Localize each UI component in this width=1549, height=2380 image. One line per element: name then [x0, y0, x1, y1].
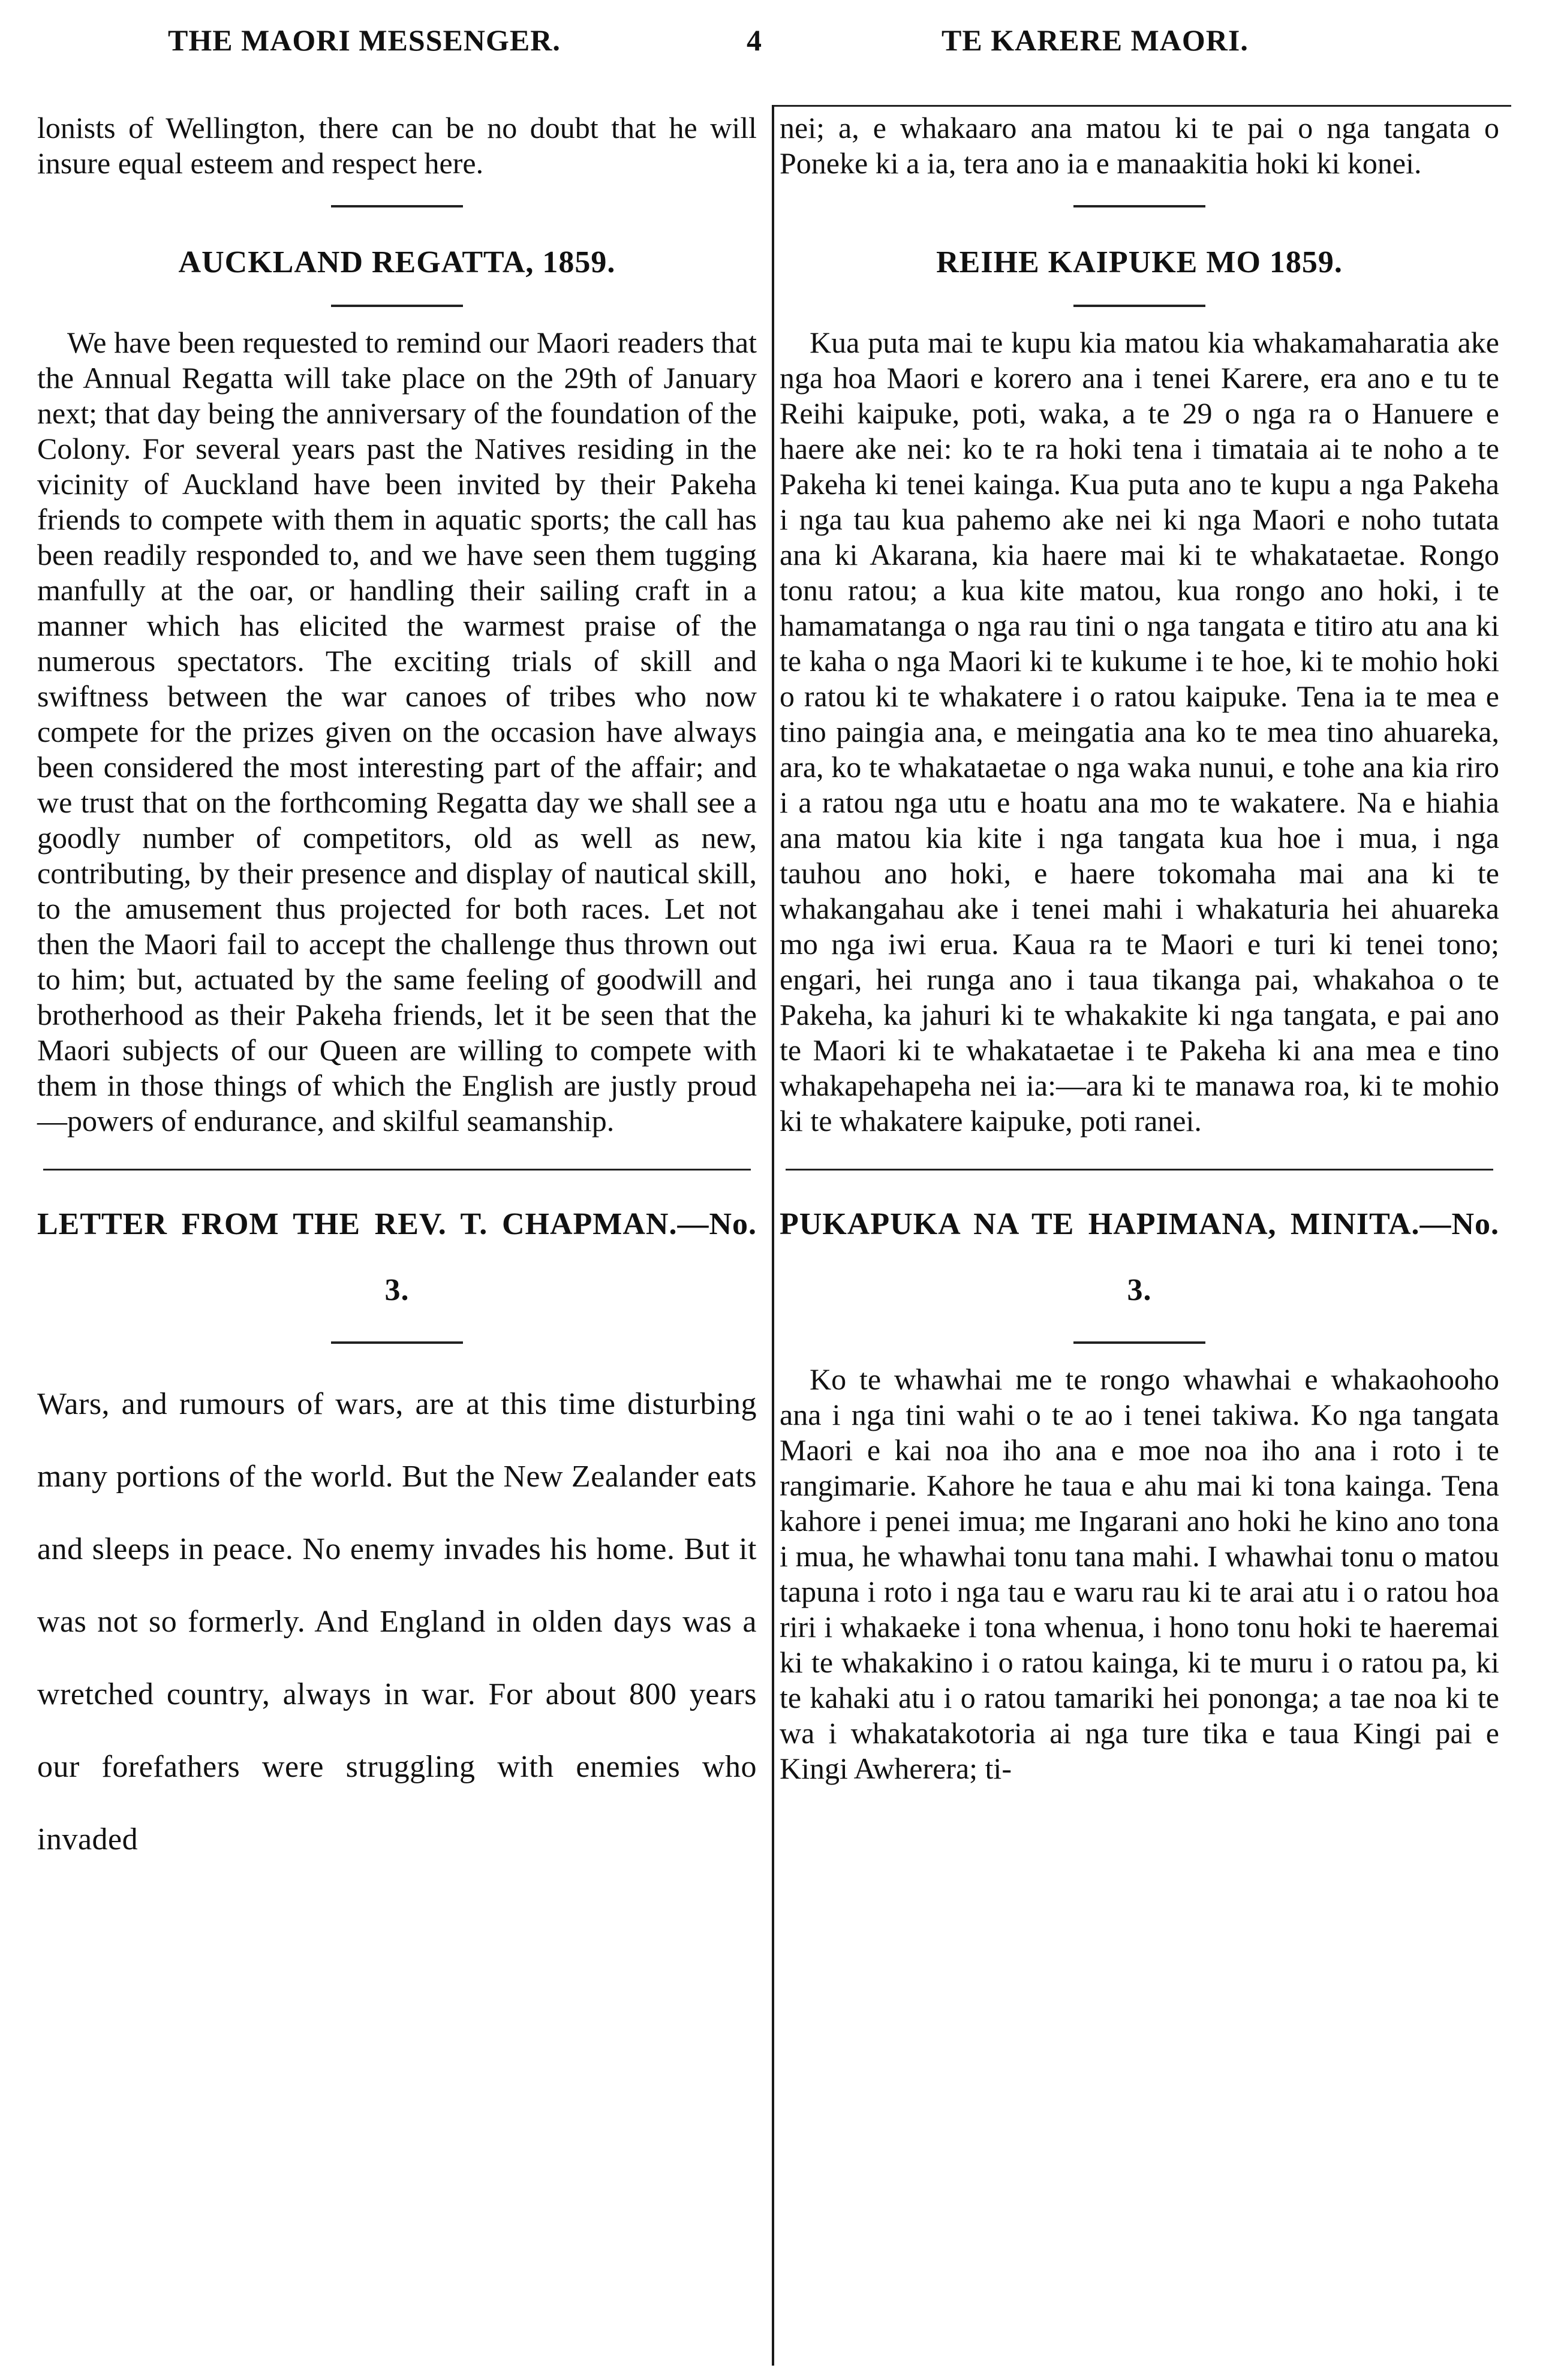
header-rule [774, 105, 1511, 107]
section-divider [1073, 205, 1205, 207]
letter-article-title: PUKAPUKA NA TE HAPIMANA, MINITA.—No. 3. [780, 1207, 1499, 1307]
header-maori-title: TE KARERE MAORI. [942, 23, 1249, 57]
maori-column [780, 108, 1499, 1786]
title-underline [331, 305, 463, 307]
regatta-article-title: REIHE KAIPUKE MO 1859. [936, 245, 1343, 279]
regatta-article-body: We have been requested to remind our Maori readers that the Annual Regatta will take place on the 29th of January next; that day being the anniversary of the foundation of the Colony. For several years past the Natives residing in the vicinity of Auckland have been invited by their Pakeha friends to compete with them in aquatic sports; the call has been readily responded to, and we have seen them tugging manfully at the oar, or handling their sailing craft in a manner which has elicited the warmest praise of the numerous spectators. The exciting trials of skill and swiftness between the war canoes of tribes who now compete for the prizes given on the occasion have always been considered the most interesting part of the affair; and we trust that on the forthcoming Regatta day we shall see a goodly number of competitors, old as well as new, contributing, by their presence and display of nautical skill, to the amusement thus projected for both races. Let not then the Maori fail to accept the challenge thus thrown out to him; but, actuated by the same feeling of goodwill and brotherhood as their Pakeha friends, let it be seen that the Maori subjects of our Queen are willing to compete with them in those things of which the English are justly proud—powers of endurance, and skilful seamanship. [37, 326, 757, 1138]
regatta-article-title: AUCKLAND REGATTA, 1859. [178, 245, 616, 279]
section-divider [43, 1169, 751, 1171]
english-column [37, 108, 757, 1876]
title-underline [331, 1341, 463, 1344]
continued-paragraph: nei; a, e whakaaro ana matou ki te pai o nga tangata o Poneke ki a ia, tera ano ia e manaakitia hoki ki konei. [780, 111, 1499, 180]
letter-article-body: Wars, and rumours of wars, are at this time disturbing many portions of the world. But the New Zealander eats and sleeps in peace. No enemy invades his home. But it was not so formerly. And England in olden days was a wretched country, always in war. For about 800 years our forefathers were struggling with enemies who invaded [37, 1387, 757, 1857]
letter-article-body: Ko te whawhai me te rongo whawhai e whakaohooho ana i nga tini wahi o te ao i tenei takiwa. Ko nga tangata Maori e kai noa iho ana e moe noa iho ana i roto i te rangimarie. Kahore he taua e ahu mai ki tona kainga. Tena kahore i penei imua; me Ingarani ano hoki he kino ano tona i mua, he whawhai tonu tana mahi. I whawhai tonu o matou tapuna i roto i nga tau e waru rau ki te arai atu i o ratou hoa riri i whakaeke i tona whenua, i hono tonu hoki te haeremai ki te whakakino i o ratou kainga, ki te muru i o ratou pa, ki te kahaki atu i o ratou tamariki hei pononga; a tae noa ki te wa i whakatakotoria ai nga ture tika e taua Kingi pai e Kingi Awherera; ti- [780, 1362, 1499, 1785]
letter-article-title: LETTER FROM THE REV. T. CHAPMAN.—No. 3. [37, 1207, 757, 1307]
section-divider [331, 205, 463, 207]
section-divider [786, 1169, 1493, 1171]
regatta-article-body: Kua puta mai te kupu kia matou kia whakamaharatia ake nga hoa Maori e korero ana i tenei Karere, era ano e tu te Reihi kaipuke, poti, waka, a te 29 o nga ra o Hanuere e haere ake nei: ko te ra hoki tena i timataia ai te noho a te Pakeha ki tenei kainga. Kua puta ano te kupu a nga Pakeha i nga tau kua pahemo ake nei ki nga Maori e noho tutata ana ki Akarana, kia haere mai ki te whakataetae. Rongo tonu ratou; a kua kite matou, kua rongo ano hoki, i te hamamatanga o nga rau tini o nga tangata e titiro atu ana ki te kaha o nga Maori ki te kukume i te hoe, ki te mohio hoki o ratou ki te whakatere i o ratou kaipuke. Tena ia te mea e tino paingia ana, e meingatia ana ko te mea tino ahuareka, ara, ko te whakataetae o nga waka nunui, e tohe ana kia riro i a ratou nga utu e hoatu ana mo te wakatere. Na e hiahia ana matou kia kite i nga tangata kua hoe i mua, i nga tauhou ano hoki, e haere tokomaha mai ana ki te whakangahau ake i tenei mahi i whakaturia hei ahuareka mo nga iwi erua. Kaua ra te Maori e turi ki tenei tono; engari, hei runga ano i taua tikanga pai, whakahoa o te Pakeha, ka jahuri ki te whakakite ki nga tangata, e pai ano te Maori ki te whakataetae i te Pakeha ki ana mea e tino whakapehapeha nei ia:—ara ki te manawa roa, ki te mohio ki te whakatere kaipuke, poti ranei. [780, 326, 1499, 1138]
column-divider [772, 105, 774, 2366]
running-header [42, 23, 1505, 77]
continued-paragraph: lonists of Wellington, there can be no doubt that he will insure equal esteem and respect here. [37, 111, 757, 180]
title-underline [1073, 305, 1205, 307]
page-number: 4 [747, 23, 762, 57]
title-underline [1073, 1341, 1205, 1344]
header-english-title: THE MAORI MESSENGER. [168, 23, 561, 57]
